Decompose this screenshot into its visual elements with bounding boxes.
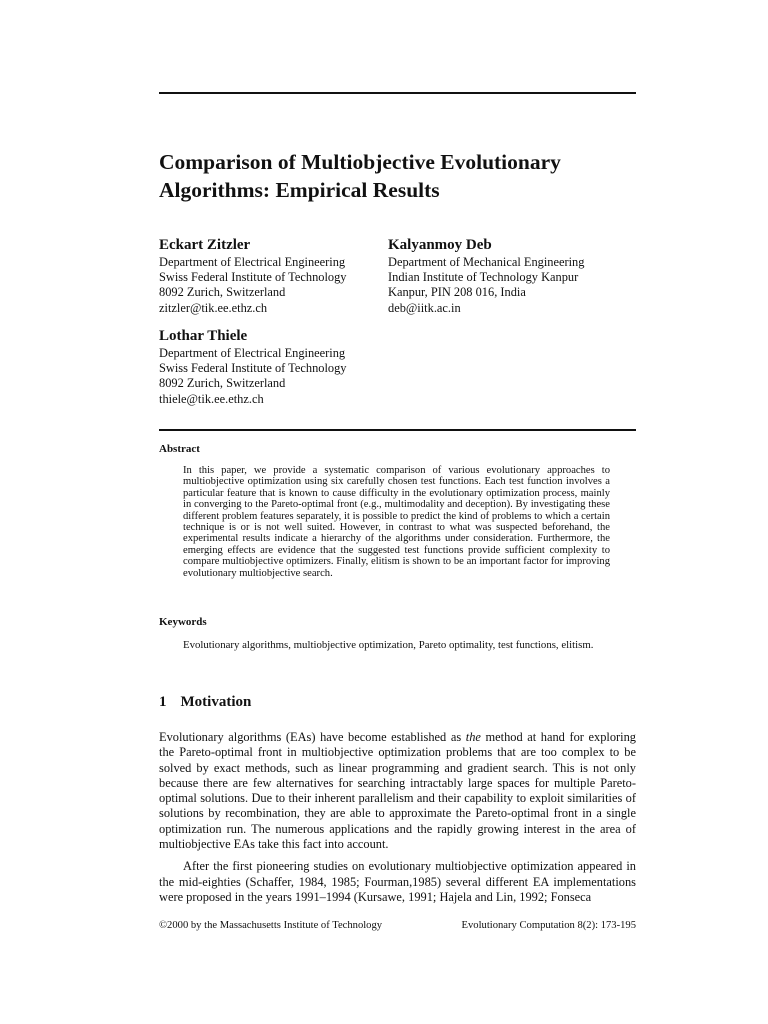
abstract-rule: [159, 429, 636, 431]
author-block-3: [159, 327, 347, 407]
author-affiliation-line: Indian Institute of Technology Kanpur: [388, 270, 579, 285]
author-affiliation-line: 8092 Zurich, Switzerland: [159, 376, 286, 391]
author-affiliation-line: Kanpur, PIN 208 016, India: [388, 285, 526, 300]
author-affiliation-line: Swiss Federal Institute of Technology: [159, 361, 347, 376]
paragraph-text: method at hand for exploring the Pareto-optimal front in multiobjective optimization problems that are too complex to be solved by exact methods, such as linear programming and gradient search. This is not only because there are few alternatives for searching intractably large spaces for multiple Pareto-optimal solutions. Due to their inherent parallelism and their capability to exploit similarities of solutions by recombination, they are able to approximate the Pareto-optimal front in a single optimization run. The numerous applications and the rapidly growing interest in the area of multiobjective EAs take this fact into account.: [159, 730, 636, 852]
author-affiliation-line: Department of Mechanical Engineering: [388, 255, 585, 269]
author-affiliation-line: Department of Electrical Engineering: [159, 255, 346, 269]
author-name: Eckart Zitzler: [159, 237, 251, 253]
abstract-text: In this paper, we provide a systematic comparison of various evolutionary approaches to multiobjective optimization using six carefully chosen test functions. Each test function involves a particular feature that is known to cause difficulty in the evolutionary optimization process, mainly in converging to the Pareto-optimal front (e.g., multimodality and deception). By investigating these different problem features separately, it is possible to predict the kind of problems to which a certain technique is or is not well suited. However, in contrast to what was suspected beforehand, the experimental results indicate a hierarchy of the algorithms under consideration. Furthermore, the emerging effects are evidence that the suggested test functions provide sufficient complexity to compare multiobjective optimizers. Finally, elitism is shown to be an important factor for improving evolutionary multiobjective search.: [183, 465, 610, 579]
author-affiliation-line: Swiss Federal Institute of Technology: [159, 270, 347, 285]
top-rule: [159, 92, 636, 94]
author-name: Kalyanmoy Deb: [388, 237, 492, 253]
author-name: Lothar Thiele: [159, 328, 248, 344]
section-title: Motivation: [180, 694, 252, 710]
author-email: zitzler@tik.ee.ethz.ch: [159, 300, 268, 315]
section-number: 1: [159, 694, 167, 710]
author-email: thiele@tik.ee.ethz.ch: [159, 391, 264, 406]
body-paragraph: After the first pioneering studies on evolutionary multiobjective optimization appeared in the mid-eighties (Schaffer, 1984, 1985; Fourman,1985) several different EA implementations were proposed in the years 1991–1994 (Kursawe, 1991; Hajela and Lin, 1992; Fonseca: [159, 859, 636, 904]
paper-title: Comparison of Multiobjective Evolutionary Algorithms: Empirical Results: [159, 150, 561, 202]
section-heading: [159, 694, 251, 711]
author-affiliation-line: 8092 Zurich, Switzerland: [159, 285, 286, 300]
journal-citation: Evolutionary Computation 8(2): 173-195: [461, 920, 636, 931]
body-text: [159, 730, 636, 912]
keywords-heading: Keywords: [159, 616, 207, 628]
body-paragraph: [159, 730, 636, 852]
author-email: deb@iitk.ac.in: [388, 300, 461, 315]
author-block-1: [159, 236, 347, 316]
page-footer: [159, 920, 636, 931]
abstract-heading: Abstract: [159, 443, 200, 455]
author-block-2: [388, 236, 584, 316]
emphasis-text: the: [465, 730, 481, 744]
keywords-text: Evolutionary algorithms, multiobjective optimization, Pareto optimality, test functions, elitism.: [183, 639, 594, 651]
author-affiliation-line: Department of Electrical Engineering: [159, 346, 346, 360]
copyright-notice: ©2000 by the Massachusetts Institute of Technology: [159, 920, 383, 931]
paragraph-text: Evolutionary algorithms (EAs) have become established as: [159, 730, 466, 744]
